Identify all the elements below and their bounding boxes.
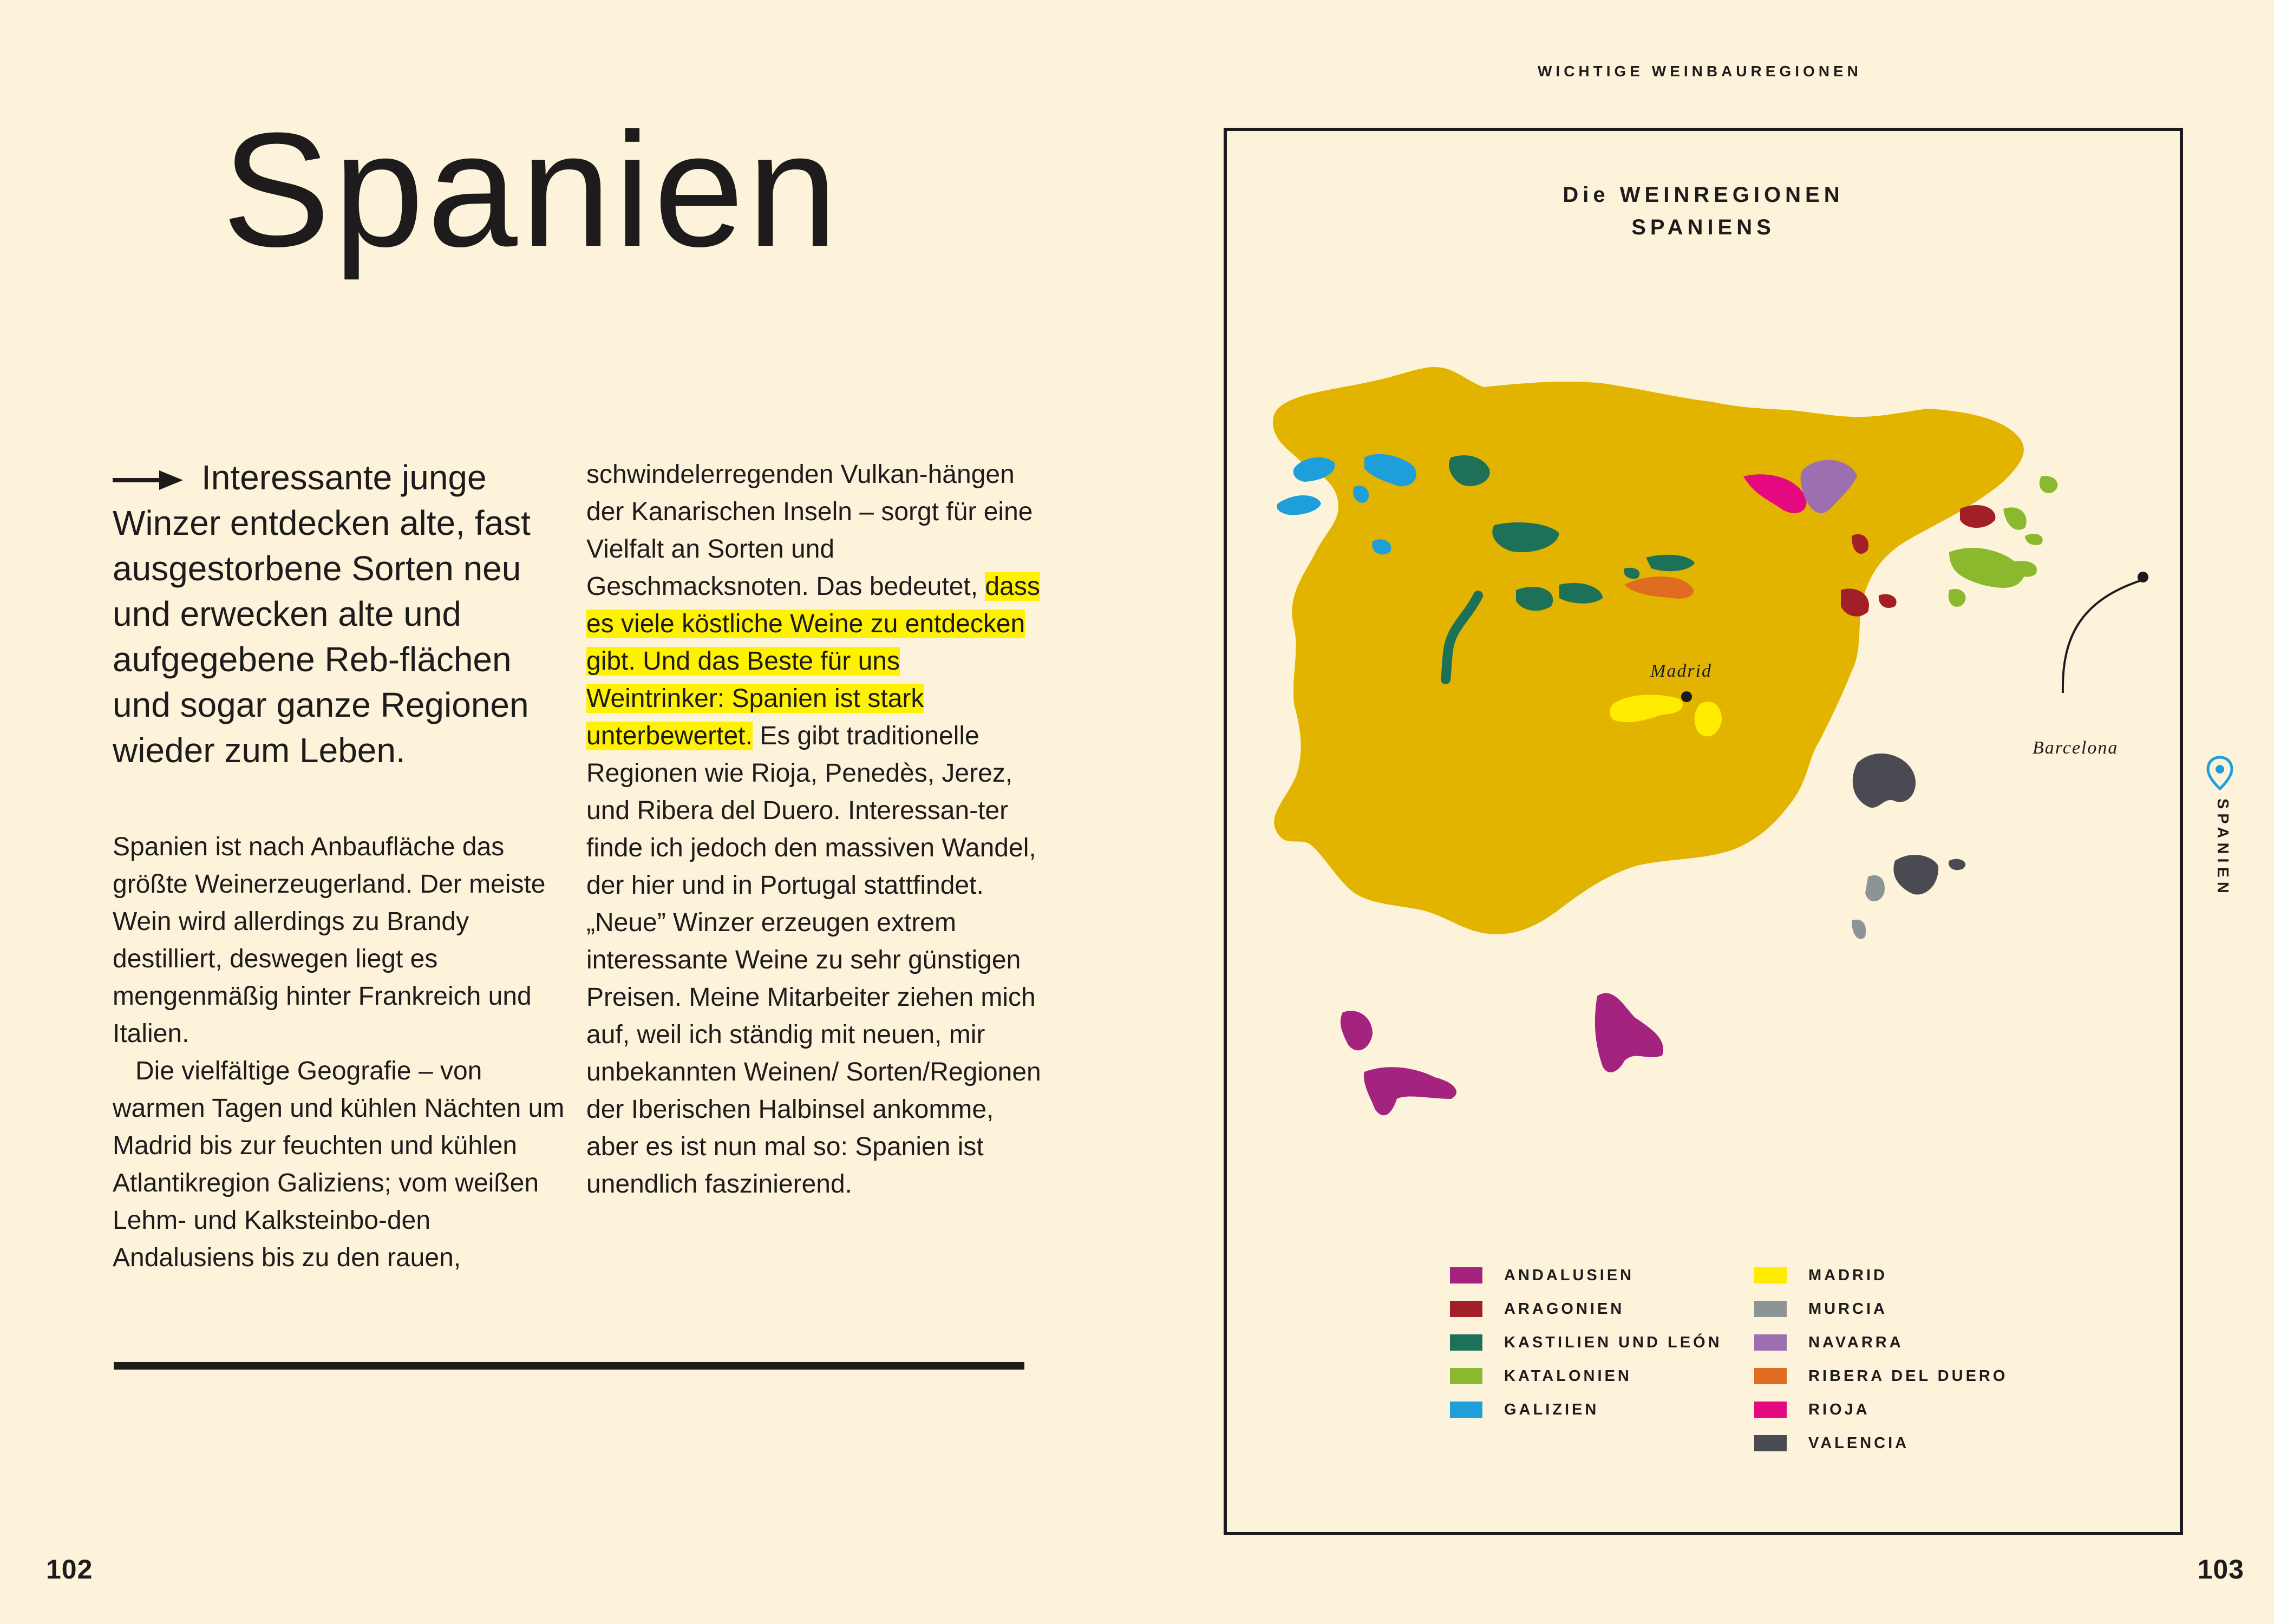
legend-item	[1450, 1292, 1722, 1326]
running-header: WICHTIGE WEINBAUREGIONEN	[1538, 63, 1862, 80]
divider-rule	[114, 1362, 1024, 1370]
map-title-line-1: Die WEINREGIONEN	[1563, 183, 1844, 207]
region-andalusien	[1364, 1067, 1456, 1115]
legend-swatch	[1754, 1267, 1787, 1284]
paragraph: Die vielfältige Geografie – von warmen Tagen und kühlen Nächten um Madrid bis zur feuchten und kühlen Atlantikregion Galiziens; vom weißen Lehm- und Kalksteinbo-den Andalusiens bis zu den rauen,	[113, 1057, 565, 1272]
region-aragonien	[1960, 505, 1995, 528]
legend-swatch	[1450, 1267, 1482, 1284]
text-column-1	[113, 828, 567, 1276]
legend-item	[1754, 1259, 2008, 1292]
legend-item	[1450, 1359, 1722, 1393]
region-valencia	[1853, 754, 1916, 808]
map-legend-right	[1754, 1259, 2008, 1460]
legend-item	[1450, 1393, 1722, 1426]
legend-label: MADRID	[1808, 1266, 1887, 1284]
region-galizien	[1277, 495, 1321, 515]
intro-body: Interessante junge Winzer entdecken alte, fast ausgestorbene Sorten neu und erwecken alte und aufgegebene Reb-flächen und sogar ganze Regionen wieder zum Leben.	[113, 458, 531, 770]
legend-label: KATALONIEN	[1504, 1367, 1632, 1385]
region-murcia	[1865, 875, 1885, 901]
paragraph	[586, 456, 1041, 1203]
legend-swatch	[1754, 1402, 1787, 1418]
legend-swatch	[1450, 1301, 1482, 1317]
region-andalusien	[1341, 1011, 1373, 1050]
side-tab[interactable]	[2204, 755, 2236, 898]
map-title-line-2: SPANIENS	[1631, 215, 1775, 239]
text-segment: Es gibt traditionelle Regionen wie Rioja, Penedès, Jerez, und Ribera del Duero. Interessan-ter finde ich jedoch den massiven Wandel, der hier und in Portugal stattfindet. „Neue” Winzer erzeugen extrem interessante Weine zu sehr günstigen Preisen. Meine Mitarbeiter ziehen mich auf, weil ich ständig mit neuen, mir unbekannten Weinen/ Sorten/Regionen der Iberischen Halbinsel ankomme, aber es ist nun mal so: Spanien ist unendlich faszinierend.	[586, 722, 1041, 1199]
map-legend-left	[1450, 1259, 1722, 1426]
region-andalusien	[1595, 993, 1663, 1072]
madrid-marker	[1681, 691, 1692, 702]
highlighted-text: dass es viele köstliche Weine zu entdecken gibt. Und das Beste für uns Weintrinker: Spanien ist stark unterbewertet.	[586, 572, 1040, 750]
spain-wine-map	[1256, 346, 2242, 1223]
legend-swatch	[1754, 1368, 1787, 1384]
region-aragonien	[1879, 594, 1897, 608]
page-number-left: 102	[46, 1554, 93, 1584]
legend-label: GALIZIEN	[1504, 1400, 1599, 1418]
legend-swatch	[1450, 1368, 1482, 1384]
page-title: Spanien	[222, 99, 841, 280]
region-valencia	[1893, 855, 1938, 894]
region-katalonien	[1949, 589, 1966, 607]
legend-item	[1754, 1292, 2008, 1326]
spain-landmass	[1273, 367, 2024, 934]
legend-swatch	[1450, 1402, 1482, 1418]
legend-swatch	[1754, 1301, 1787, 1317]
legend-item	[1754, 1426, 2008, 1460]
legend-item	[1450, 1326, 1722, 1359]
legend-label: MURCIA	[1808, 1300, 1887, 1318]
legend-item	[1450, 1259, 1722, 1292]
legend-swatch	[1754, 1334, 1787, 1351]
arrow-right-icon	[113, 469, 183, 491]
legend-label: NAVARRA	[1808, 1333, 1904, 1351]
legend-item	[1754, 1359, 2008, 1393]
legend-label: RIBERA DEL DUERO	[1808, 1367, 2008, 1385]
legend-item	[1754, 1326, 2008, 1359]
paragraph: Spanien ist nach Anbaufläche das größte Weinerzeugerland. Der meiste Wein wird allerdings zu Brandy destilliert, deswegen liegt es mengenmäßig hinter Frankreich und Italien.	[113, 833, 546, 1048]
text-column-2	[586, 456, 1041, 1203]
barcelona-leader-line	[2063, 580, 2141, 693]
legend-label: ARAGONIEN	[1504, 1300, 1625, 1318]
side-tab-label: SPANIEN	[2214, 798, 2231, 898]
legend-label: VALENCIA	[1808, 1434, 1910, 1452]
map-title	[1224, 179, 2183, 244]
intro-text	[113, 455, 557, 773]
city-label-barcelona: Barcelona	[2033, 738, 2119, 758]
legend-item	[1754, 1393, 2008, 1426]
text-segment: schwindelerregenden Vulkan-hängen der Kanarischen Inseln – sorgt für eine Vielfalt an Sorten und Geschmacksnoten. Das bedeutet,	[586, 460, 1033, 601]
legend-label: RIOJA	[1808, 1400, 1870, 1418]
legend-label: KASTILIEN UND LEÓN	[1504, 1333, 1722, 1351]
region-murcia	[1852, 920, 1866, 939]
legend-swatch	[1450, 1334, 1482, 1351]
legend-label: ANDALUSIEN	[1504, 1266, 1635, 1284]
legend-swatch	[1754, 1435, 1787, 1451]
page-number-right: 103	[2197, 1554, 2244, 1584]
region-valencia	[1949, 859, 1965, 870]
region-katalonien	[2003, 507, 2027, 529]
region-katalonien	[2040, 476, 2058, 493]
region-katalonien	[2025, 534, 2043, 545]
city-label-madrid: Madrid	[1650, 661, 1712, 681]
map-pin-icon	[2204, 755, 2236, 791]
